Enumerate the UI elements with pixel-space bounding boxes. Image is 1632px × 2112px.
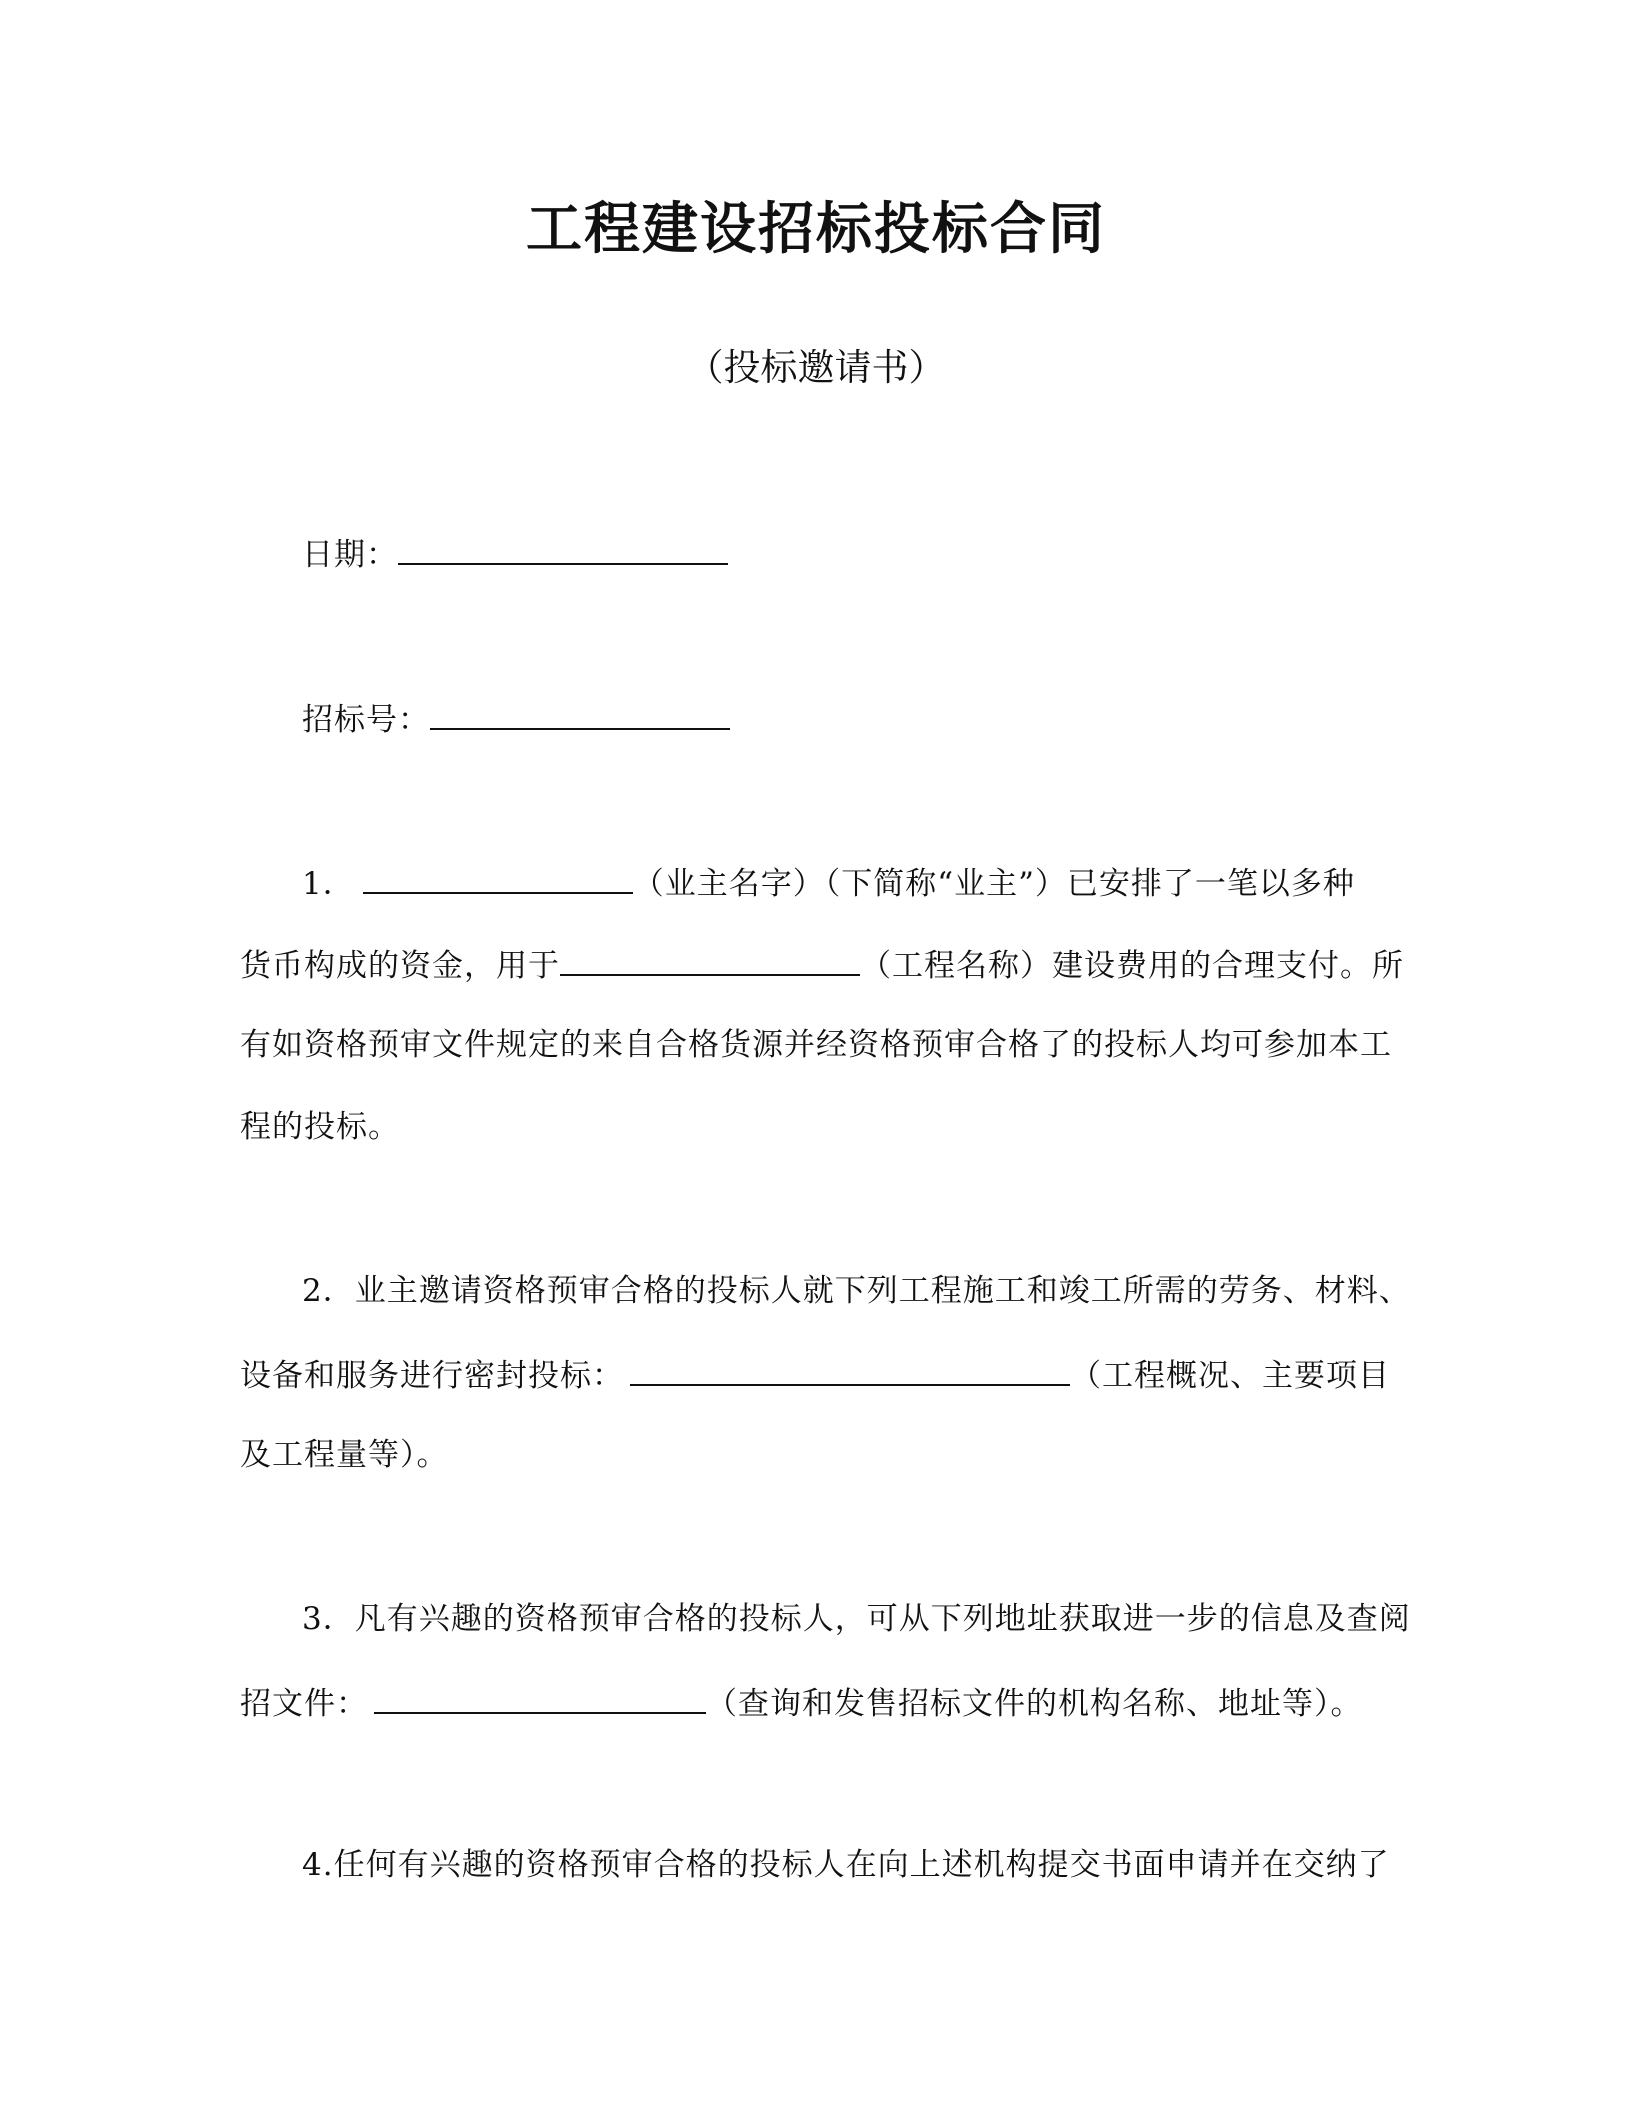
date-row (302, 527, 728, 580)
document-subtitle: （投标邀请书） (686, 346, 946, 389)
paragraph-3-line-2-text: （查询和发售招标文件的机构名称、地址等）。 (706, 1686, 1363, 1722)
paragraph-2-line-1: 2．业主邀请资格预审合格的投标人就下列工程施工和竣工所需的劳务、材料、 (302, 1273, 1411, 1309)
paragraph-3-line-2 (240, 1676, 1363, 1729)
paragraph-1-line-3: 有如资格预审文件规定的来自合格货源并经资格预审合格了的投标人均可参加本工 (240, 1027, 1392, 1063)
paragraph-4-line-1: 4.任何有兴趣的资格预审合格的投标人在向上述机构提交书面申请并在交纳了 (302, 1847, 1390, 1883)
paragraph-1-line-1 (302, 856, 1355, 909)
document-title: 工程建设招标投标合同 (526, 197, 1106, 262)
paragraph-2-line-2 (240, 1348, 1390, 1401)
bid-number-row (302, 692, 730, 745)
project-overview-blank (630, 1348, 1070, 1386)
project-name-blank (560, 938, 860, 976)
paragraph-1-line-2 (240, 938, 1404, 991)
paragraph-3-line-2-lead: 招文件： (240, 1686, 368, 1722)
paragraph-1-line-2-lead: 货币构成的资金，用于 (240, 948, 560, 984)
paragraph-3-line-1: 3．凡有兴趣的资格预审合格的投标人，可从下列地址获取进一步的信息及查阅 (302, 1601, 1411, 1637)
bid-number-blank (430, 692, 730, 730)
paragraph-1-line-2-text: （工程名称）建设费用的合理支付。所 (860, 948, 1404, 984)
paragraph-1-number: 1． (302, 866, 355, 902)
paragraph-2-line-2-text: （工程概况、主要项目 (1070, 1358, 1390, 1394)
paragraph-2-line-3: 及工程量等）。 (240, 1437, 449, 1473)
paragraph-1-line-1-text: （业主名字）（下简称“业主”）已安排了一笔以多种 (632, 866, 1355, 902)
agency-info-blank (374, 1676, 706, 1714)
owner-name-blank (363, 856, 633, 894)
bid-number-label: 招标号： (302, 702, 430, 738)
date-label: 日期： (302, 537, 398, 573)
paragraph-1-line-4: 程的投标。 (240, 1109, 400, 1145)
date-blank (398, 527, 728, 565)
paragraph-2-line-2-lead: 设备和服务进行密封投标： (240, 1358, 624, 1394)
